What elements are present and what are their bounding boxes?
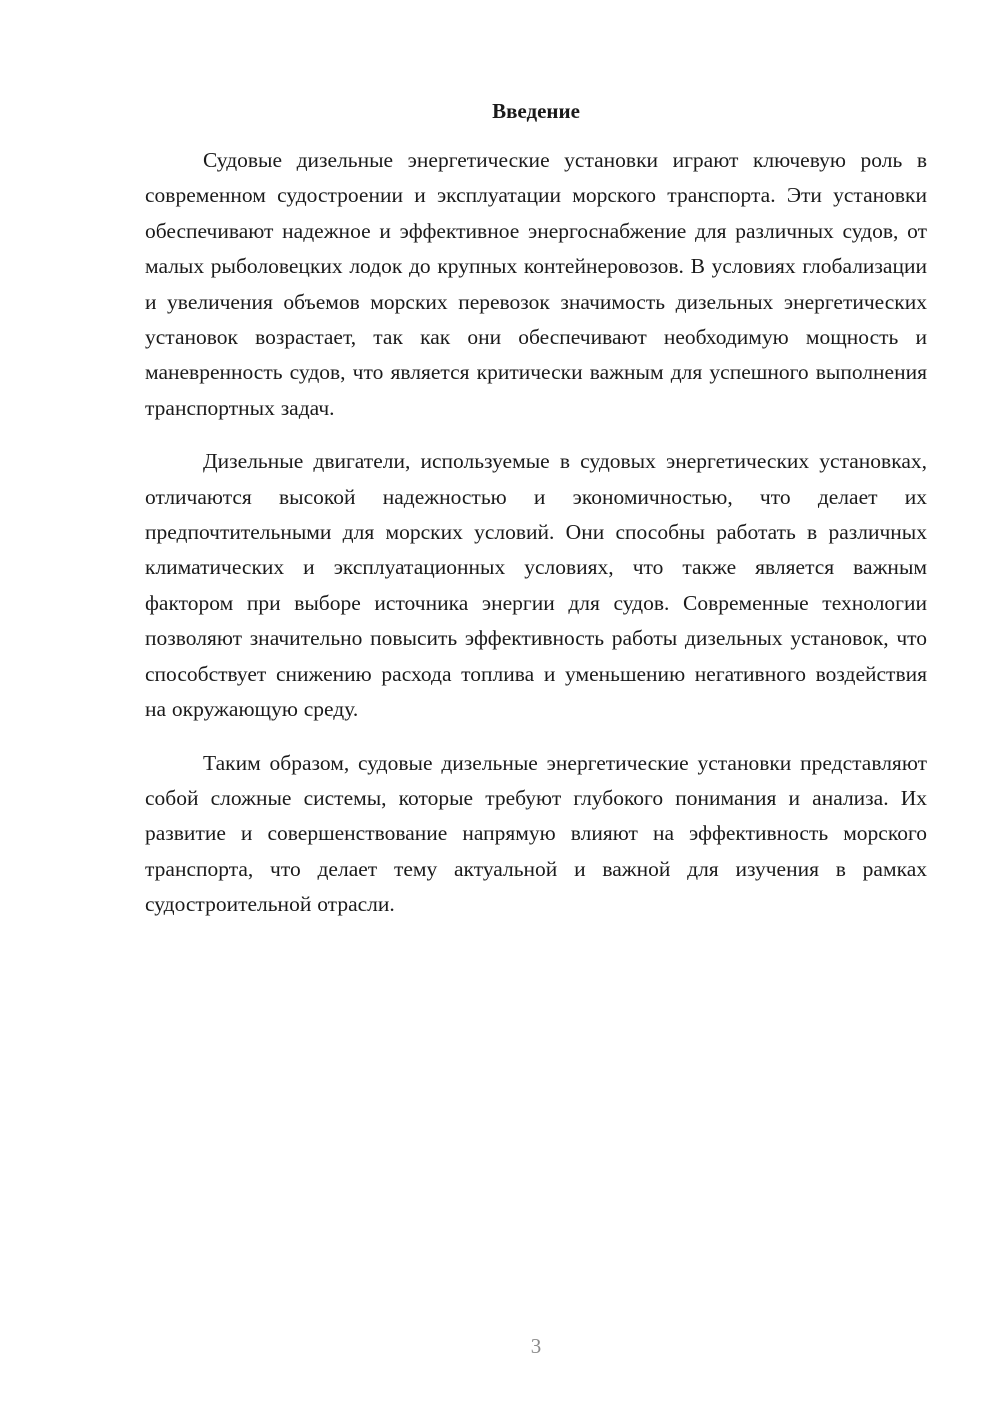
paragraph-2: Дизельные двигатели, используемые в судовых энергетических установках, отличаются высокой надежностью и экономичностью, что делает их предпочтительными для морских условий. Они способны работать в различных климатических и эксплуатационных условиях, что также является важным фактором при выборе источника энергии для судов. Современные технологии позволяют значительно повысить эффективность работы дизельных установок, что способствует снижению расхода топлива и уменьшению негативного воздействия на окружающую среду.: [145, 449, 927, 722]
section-heading: Введение: [492, 99, 580, 123]
page-number: 3: [530, 1334, 542, 1358]
paragraph-3: Таким образом, судовые дизельные энергетические установки представляют собой сложные системы, которые требуют глубокого понимания и анализа. Их развитие и совершенствование напрямую влияют на эффективность морского транспорта, что делает тему актуальной и важной для изучения в рамках судостроительной отрасли.: [145, 750, 927, 917]
paragraph-1: Судовые дизельные энергетические установки играют ключевую роль в современном судостроении и эксплуатации морского транспорта. Эти установки обеспечивают надежное и эффективное энергоснабжение для различных судов, от малых рыболовецких лодок до крупных контейнеровозов. В условиях глобализации и увеличения объемов морских перевозок значимость дизельных энергетических установок возрастает, так как они обеспечивают необходимую мощность и маневренность судов, что является критически важным для успешного выполнения транспортных задач.: [145, 148, 927, 420]
body-text: [145, 143, 927, 941]
